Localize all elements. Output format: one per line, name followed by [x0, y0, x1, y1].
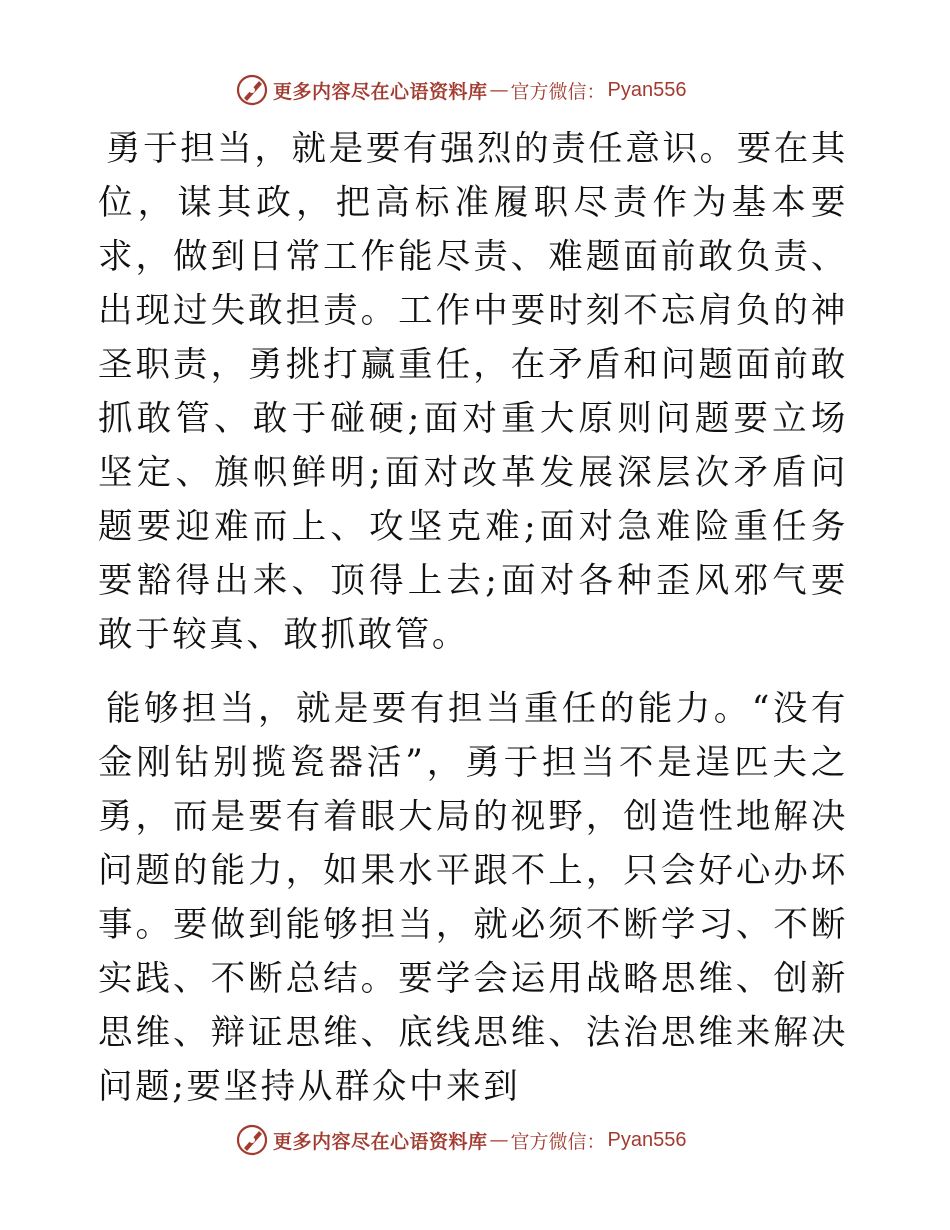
document-body: [98, 122, 848, 1114]
watermark-id: Pyan556: [607, 1128, 687, 1151]
footer-watermark: [235, 1122, 687, 1158]
pen-logo-icon: [235, 1123, 269, 1157]
paragraph-1: 勇于担当，就是要有强烈的责任意识。要在其位，谋其政，把高标准履职尽责作为基本要求，做到日常工作能尽责、难题面前敢负责、出现过失敢担责。工作中要时刻不忘肩负的神圣职责，勇挑打赢重任，在矛盾和问题面前敢抓敢管、敢于碰硬;面对重大原则问题要立场坚定、旗帜鲜明;面对改革发展深层次矛盾问题要迎难而上、攻坚克难;面对急难险重任务要豁得出来、顶得上去;面对各种歪风邪气要敢于较真、敢抓敢管。: [98, 129, 848, 655]
paragraph-2: 能够担当，就是要有担当重任的能力。“没有金刚钻别揽瓷器活”，勇于担当不是逞匹夫之勇，而是要有着眼大局的视野，创造性地解决问题的能力，如果水平跟不上，只会好心办坏事。要做到能够担当，就必须不断学习、不断实践、不断总结。要学会运用战略思维、创新思维、辩证思维、底线思维、法治思维来解决问题;要坚持从群众中来到: [98, 689, 848, 1107]
watermark-label: 官方微信：: [510, 1130, 606, 1153]
watermark-label: 官方微信：: [510, 80, 606, 103]
pen-logo-icon: [235, 73, 269, 107]
watermark-main-text: 更多内容尽在心语资料库: [273, 80, 488, 103]
watermark-id: Pyan556: [607, 78, 687, 101]
watermark-main-text: 更多内容尽在心语资料库: [273, 1130, 488, 1153]
header-watermark: [235, 72, 687, 108]
watermark-dash: —: [489, 1129, 509, 1151]
watermark-dash: —: [489, 79, 509, 101]
